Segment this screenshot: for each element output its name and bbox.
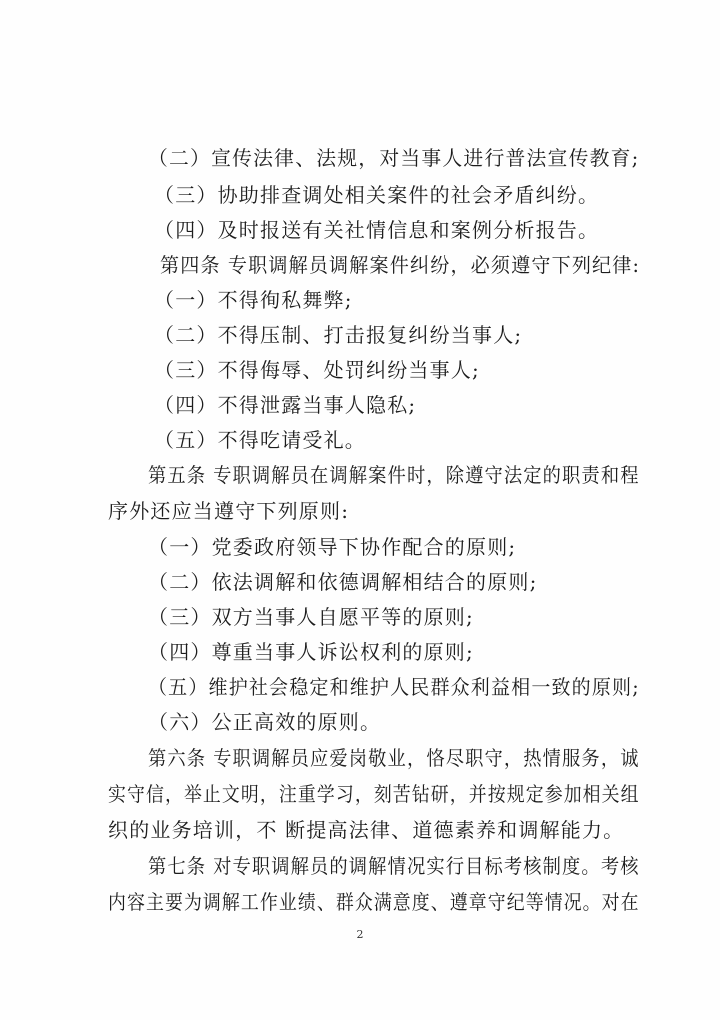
text-line: （一）不得徇私舞弊; [154,288,353,312]
text-line: 织的业务培训，不 断提高法律、道德素养和调解能力。 [108,818,625,842]
text-line: （一）党委政府领导下协作配合的原则; [148,535,517,559]
text-line: 第四条 专职调解员调解案件纠纷，必须遵守下列纪律: [160,253,641,277]
text-line: （五）维护社会稳定和维护人民群众利益相一致的原则; [148,675,640,699]
text-line: （二）不得压制、打击报复纠纷当事人; [154,323,523,347]
text-line: （四）尊重当事人诉讼权利的原则; [148,640,474,664]
text-line: （六）公正高效的原则。 [148,710,382,734]
page-number: 2 [356,928,364,941]
text-line: （四）及时报送有关社情信息和案例分析报告。 [154,218,600,242]
text-line: （二）宣传法律、法规，对当事人进行普法宣传教育; [148,146,640,170]
text-line: 第五条 专职调解员在调解案件时，除遵守法定的职责和程 [148,463,640,487]
text-line: 序外还应当遵守下列原则: [108,499,350,523]
text-line: 实守信，举止文明，注重学习，刻苦钻研，并按规定参加相关组 [108,782,640,806]
text-line: （三）双方当事人自愿平等的原则; [148,605,474,629]
text-line: （二）依法调解和依德调解相结合的原则; [148,570,538,594]
text-line: 第七条 对专职调解员的调解情况实行目标考核制度。考核 [148,854,640,878]
text-line: （三）不得侮辱、处罚纠纷当事人; [154,358,480,382]
text-line: （三）协助排查调处相关案件的社会矛盾纠纷。 [154,183,600,207]
text-line: 内容主要为调解工作业绩、群众满意度、遵章守纪等情况。对在 [108,890,640,914]
text-line: 第六条 专职调解员应爱岗敬业，恪尽职守，热情服务，诚 [148,746,640,770]
text-line: （四）不得泄露当事人隐私; [154,393,417,417]
text-line: （五）不得吃请受礼。 [154,428,366,452]
